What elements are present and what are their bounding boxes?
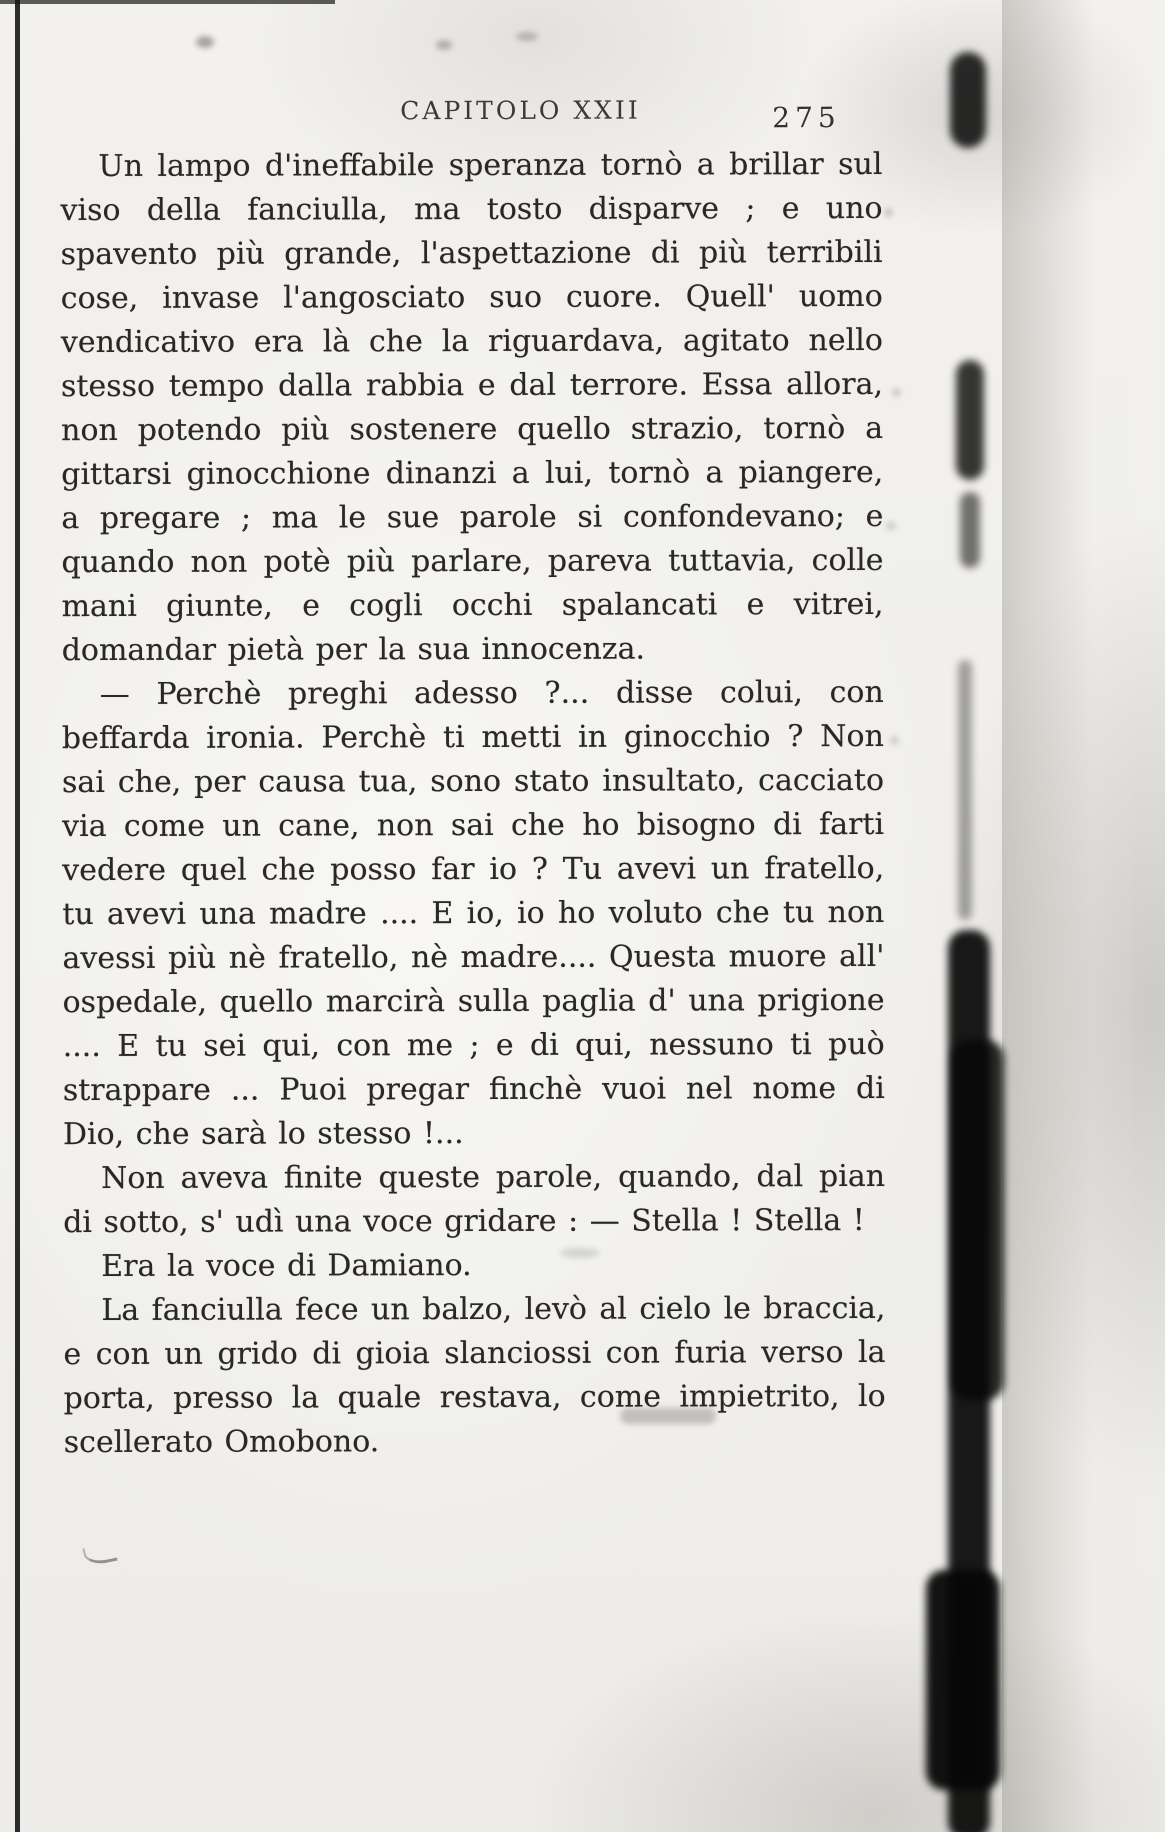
ink-speck (890, 736, 899, 745)
page-content (60, 87, 886, 1465)
paragraph-1: Un lampo d'ineffabile speranza tornò a brillar sul viso della fanciulla, ma tosto disparve ; e uno spavento più grande, l'aspettazione di più terribili cose, invase l'angosciato suo cuore. Quell' uomo vendicativo era là che la riguardava, agitato nello stesso tempo dalla rabbia e dal terrore. Essa allora, non potendo più sostenere quello strazio, tornò a gittarsi ginocchione dinanzi a lui, tornò a piangere, a pregare ; ma le sue parole si confondevano; e quando non potè più parlare, pareva tuttavia, colle mani giunte, e cogli occhi spalancati e vitrei, domandar pietà per la sua innocenza. (60, 146, 884, 669)
paragraph-4: Era la voce di Damiano. (101, 1248, 472, 1284)
binding-shadow-blob (950, 52, 986, 148)
ink-speck (886, 522, 896, 530)
page-number: 275 (772, 101, 841, 135)
top-page-edge-line (0, 0, 335, 4)
paragraph-2-dialogue: — Perchè preghi adesso ?... disse colui, con beffarda ironia. Perchè ti metti in ginocchio ? Non sai che, per causa tua, sono stato insultato, cacciato via come un cane, non sai che ho bisogno di farti vedere quel che posso far io ? Tu avevi un fratello, tu avevi una madre .... E io, io ho voluto che tu non avessi più nè fratello, nè madre.... Questa muore all' ospedale, quello marcirà sulla paglia d' una prigione .... E tu sei qui, con me ; e di qui, nessuno ti può strappare ... Puoi pregar finchè vuoi nel nome di Dio, che sarà lo stesso !... (61, 674, 885, 1153)
binding-shadow-blob (956, 360, 984, 480)
pen-mark (82, 1542, 117, 1567)
binding-shadow-blob (958, 660, 972, 920)
binding-shadow-blob (960, 492, 980, 568)
ink-smudge (516, 32, 538, 41)
left-page-edge-line (15, 0, 20, 1832)
ink-speck (892, 388, 901, 397)
ink-speck (884, 208, 893, 217)
chapter-title: CAPITOLO XXII (400, 95, 641, 126)
paragraph-3: Non aveva finite queste parole, quando, dal pian di sotto, s' udì una voce gridare : — Stella ! Stella ! (63, 1158, 886, 1241)
paragraph-5: La fanciulla fece un balzo, levò al cielo le braccia, e con un grido di gioia slanciossi con furia verso la porta, presso la quale restava, come impietrito, lo scellerato Omobono. (63, 1290, 886, 1461)
ink-smudge (436, 40, 452, 50)
binding-shadow-blob (926, 1570, 1000, 1790)
ink-smudge (196, 36, 214, 48)
binding-shadow-blob (952, 1040, 1004, 1400)
page-header (60, 87, 882, 145)
right-margin-shading (1002, 0, 1132, 1832)
